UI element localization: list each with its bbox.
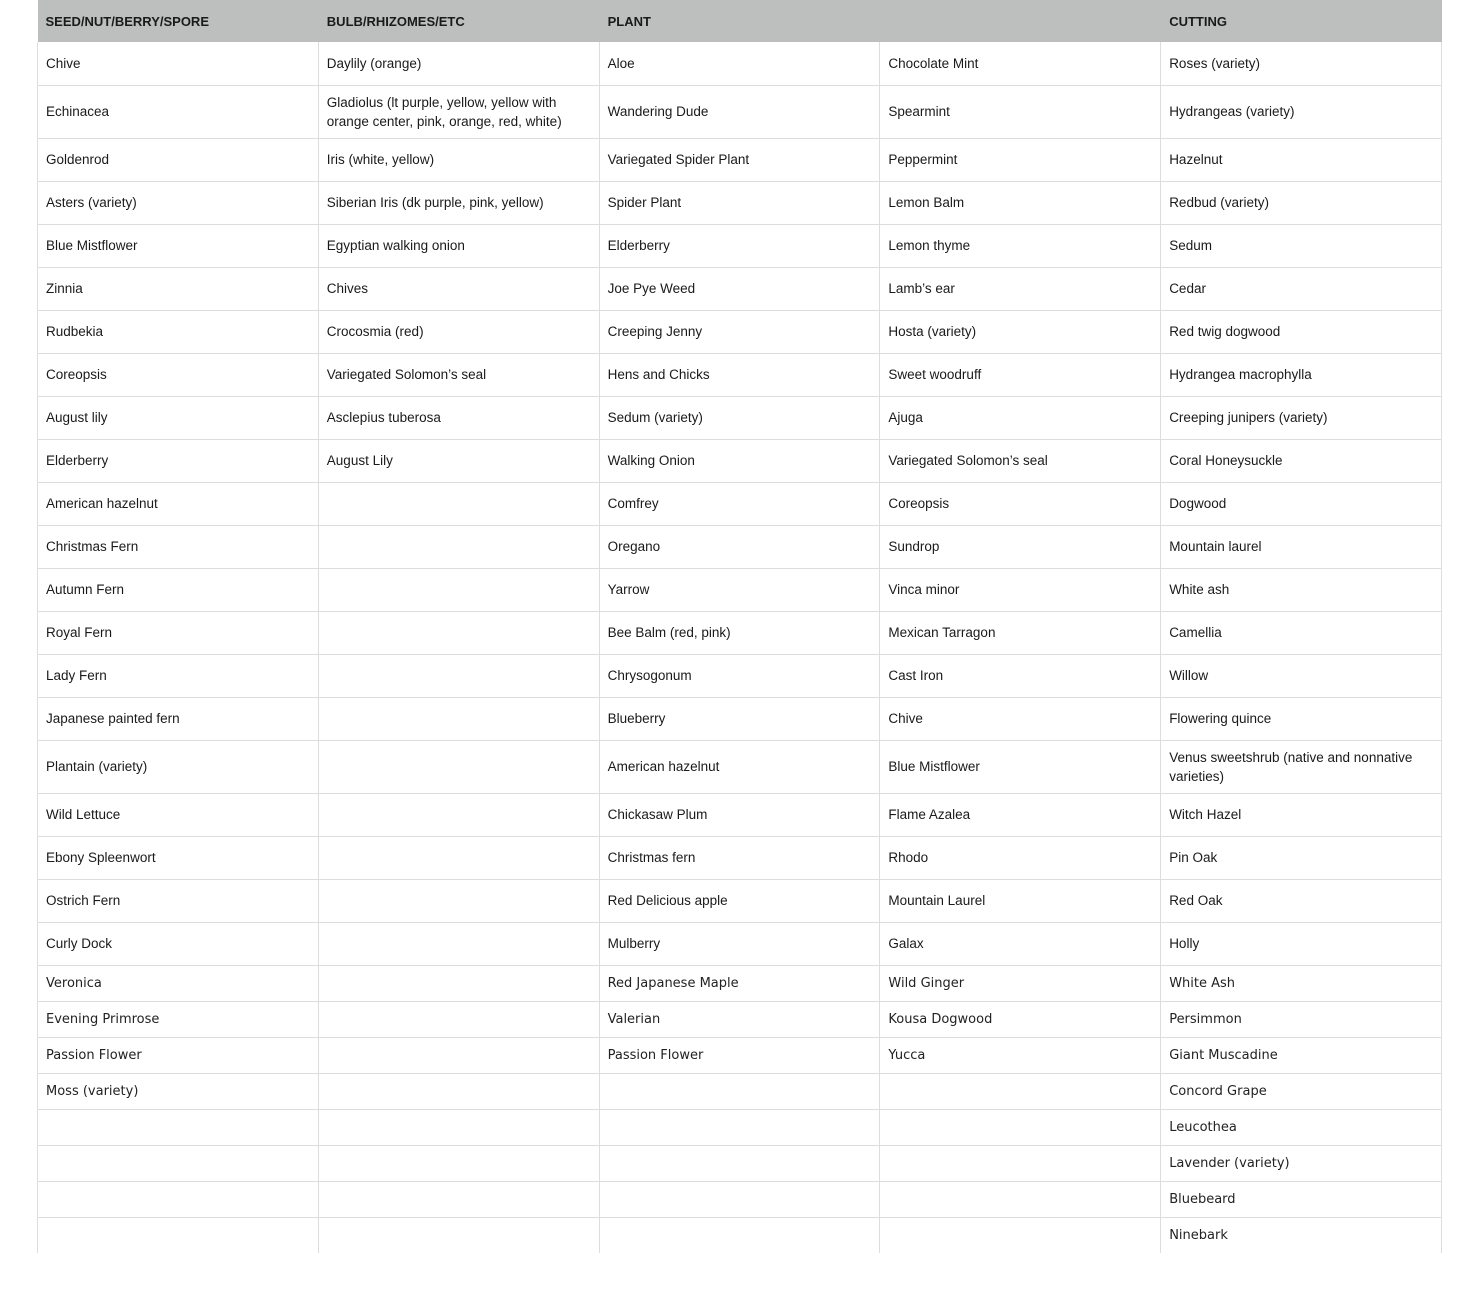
cell-cutting: Bluebeard [1161,1181,1442,1217]
header-bulb: BULB/RHIZOMES/ETC [318,0,599,42]
cell-plant: Mulberry [599,922,880,965]
cell-plant [599,1217,880,1253]
cell-bulb [318,879,599,922]
cell-bulb [318,740,599,793]
cell-plant-continued: Ajuga [880,396,1161,439]
cell-bulb: August Lily [318,439,599,482]
cell-bulb: Gladiolus (lt purple, yellow, yellow with orange center, pink, orange, red, white) [318,85,599,138]
header-plant: PLANT [599,0,880,42]
cell-plant: Creeping Jenny [599,310,880,353]
cell-plant [599,1073,880,1109]
cell-plant-continued: Yucca [880,1037,1161,1073]
table-row [38,611,1442,654]
cell-seed: Rudbekia [38,310,319,353]
cell-plant-continued: Mountain Laurel [880,879,1161,922]
cell-plant: Chrysogonum [599,654,880,697]
cell-plant: Spider Plant [599,181,880,224]
cell-bulb [318,1109,599,1145]
table-row [38,224,1442,267]
table-row [38,310,1442,353]
cell-seed: Lady Fern [38,654,319,697]
cell-bulb: Iris (white, yellow) [318,138,599,181]
cell-plant: Red Japanese Maple [599,965,880,1001]
table-row [38,482,1442,525]
cell-bulb [318,1181,599,1217]
cell-bulb [318,654,599,697]
table-row [38,138,1442,181]
cell-plant-continued: Kousa Dogwood [880,1001,1161,1037]
cell-seed [38,1145,319,1181]
cell-seed: Wild Lettuce [38,793,319,836]
table-row [38,353,1442,396]
cell-plant-continued: Spearmint [880,85,1161,138]
cell-bulb: Variegated Solomon’s seal [318,353,599,396]
cell-plant-continued: Hosta (variety) [880,310,1161,353]
cell-plant-continued: Coreopsis [880,482,1161,525]
table-row [38,922,1442,965]
cell-cutting: Roses (variety) [1161,42,1442,85]
cell-bulb [318,1001,599,1037]
cell-cutting: Pin Oak [1161,836,1442,879]
cell-cutting: White Ash [1161,965,1442,1001]
cell-plant: Oregano [599,525,880,568]
table-row [38,439,1442,482]
cell-plant-continued: Lamb’s ear [880,267,1161,310]
table-row [38,85,1442,138]
cell-plant-continued [880,1145,1161,1181]
cell-seed: Ebony Spleenwort [38,836,319,879]
cell-seed: Royal Fern [38,611,319,654]
table-row [38,793,1442,836]
cell-bulb [318,922,599,965]
table-row [38,1001,1442,1037]
cell-plant: Elderberry [599,224,880,267]
cell-seed: Blue Mistflower [38,224,319,267]
cell-cutting: Hydrangeas (variety) [1161,85,1442,138]
table-row [38,740,1442,793]
cell-plant-continued: Sundrop [880,525,1161,568]
cell-cutting: Witch Hazel [1161,793,1442,836]
cell-cutting: Venus sweetshrub (native and nonnative varieties) [1161,740,1442,793]
cell-plant: Christmas fern [599,836,880,879]
cell-plant: Joe Pye Weed [599,267,880,310]
cell-seed: Chive [38,42,319,85]
cell-plant-continued: Blue Mistflower [880,740,1161,793]
cell-plant: Sedum (variety) [599,396,880,439]
cell-plant-continued: Lemon Balm [880,181,1161,224]
table-row [38,1037,1442,1073]
cell-cutting: Ninebark [1161,1217,1442,1253]
cell-bulb: Daylily (orange) [318,42,599,85]
table-row [38,1073,1442,1109]
cell-cutting: Red Oak [1161,879,1442,922]
cell-plant: Hens and Chicks [599,353,880,396]
cell-seed: Elderberry [38,439,319,482]
cell-plant: Wandering Dude [599,85,880,138]
header-row [38,0,1442,42]
cell-plant: Comfrey [599,482,880,525]
table-row [38,654,1442,697]
cell-seed [38,1181,319,1217]
cell-plant: Walking Onion [599,439,880,482]
cell-seed: Autumn Fern [38,568,319,611]
table-row [38,1145,1442,1181]
cell-plant-continued: Galax [880,922,1161,965]
cell-bulb [318,1037,599,1073]
plant-propagation-table [37,0,1442,1253]
cell-cutting: Cedar [1161,267,1442,310]
cell-cutting: Willow [1161,654,1442,697]
cell-cutting: White ash [1161,568,1442,611]
header-plant-continued [880,0,1161,42]
cell-plant-continued: Lemon thyme [880,224,1161,267]
cell-plant-continued: Wild Ginger [880,965,1161,1001]
cell-bulb: Egyptian walking onion [318,224,599,267]
cell-seed: Echinacea [38,85,319,138]
cell-cutting: Lavender (variety) [1161,1145,1442,1181]
cell-cutting: Hazelnut [1161,138,1442,181]
cell-cutting: Leucothea [1161,1109,1442,1145]
table-row [38,697,1442,740]
cell-plant-continued: Sweet woodruff [880,353,1161,396]
cell-seed: August lily [38,396,319,439]
cell-bulb [318,793,599,836]
cell-plant-continued [880,1217,1161,1253]
cell-plant: Passion Flower [599,1037,880,1073]
table-row [38,965,1442,1001]
cell-bulb [318,611,599,654]
table-row [38,568,1442,611]
cell-plant: Aloe [599,42,880,85]
cell-bulb [318,1145,599,1181]
cell-plant [599,1181,880,1217]
header-cutting: CUTTING [1161,0,1442,42]
cell-seed: Passion Flower [38,1037,319,1073]
cell-plant: American hazelnut [599,740,880,793]
cell-plant-continued: Rhodo [880,836,1161,879]
cell-plant-continued [880,1181,1161,1217]
cell-bulb [318,568,599,611]
cell-plant [599,1145,880,1181]
cell-bulb [318,525,599,568]
cell-plant-continued [880,1073,1161,1109]
cell-seed: Curly Dock [38,922,319,965]
cell-bulb [318,697,599,740]
cell-plant-continued: Peppermint [880,138,1161,181]
cell-plant: Chickasaw Plum [599,793,880,836]
cell-seed [38,1109,319,1145]
cell-bulb [318,1217,599,1253]
cell-plant-continued: Vinca minor [880,568,1161,611]
cell-plant: Yarrow [599,568,880,611]
cell-seed: American hazelnut [38,482,319,525]
cell-seed: Moss (variety) [38,1073,319,1109]
cell-cutting: Hydrangea macrophylla [1161,353,1442,396]
cell-bulb: Siberian Iris (dk purple, pink, yellow) [318,181,599,224]
cell-plant: Valerian [599,1001,880,1037]
header-seed: SEED/NUT/BERRY/SPORE [38,0,319,42]
cell-seed: Plantain (variety) [38,740,319,793]
cell-cutting: Redbud (variety) [1161,181,1442,224]
cell-seed: Veronica [38,965,319,1001]
cell-seed: Ostrich Fern [38,879,319,922]
cell-bulb [318,482,599,525]
cell-bulb [318,1073,599,1109]
cell-plant-continued: Chocolate Mint [880,42,1161,85]
cell-cutting: Concord Grape [1161,1073,1442,1109]
cell-seed: Goldenrod [38,138,319,181]
cell-cutting: Flowering quince [1161,697,1442,740]
cell-plant: Bee Balm (red, pink) [599,611,880,654]
cell-plant-continued: Chive [880,697,1161,740]
cell-seed [38,1217,319,1253]
cell-plant-continued: Mexican Tarragon [880,611,1161,654]
cell-cutting: Camellia [1161,611,1442,654]
cell-plant: Red Delicious apple [599,879,880,922]
table-row [38,181,1442,224]
cell-cutting: Holly [1161,922,1442,965]
cell-plant-continued: Variegated Solomon’s seal [880,439,1161,482]
cell-bulb: Chives [318,267,599,310]
table-row [38,1217,1442,1253]
table-row [38,836,1442,879]
table-row [38,525,1442,568]
cell-cutting: Red twig dogwood [1161,310,1442,353]
cell-plant-continued: Flame Azalea [880,793,1161,836]
cell-cutting: Giant Muscadine [1161,1037,1442,1073]
cell-cutting: Persimmon [1161,1001,1442,1037]
cell-seed: Evening Primrose [38,1001,319,1037]
table-row [38,396,1442,439]
table-row [38,267,1442,310]
cell-plant-continued [880,1109,1161,1145]
cell-bulb: Asclepius tuberosa [318,396,599,439]
cell-seed: Japanese painted fern [38,697,319,740]
cell-cutting: Dogwood [1161,482,1442,525]
cell-cutting: Creeping junipers (variety) [1161,396,1442,439]
cell-bulb [318,836,599,879]
cell-plant [599,1109,880,1145]
cell-seed: Christmas Fern [38,525,319,568]
cell-bulb: Crocosmia (red) [318,310,599,353]
cell-cutting: Coral Honeysuckle [1161,439,1442,482]
cell-cutting: Mountain laurel [1161,525,1442,568]
cell-seed: Coreopsis [38,353,319,396]
cell-cutting: Sedum [1161,224,1442,267]
table-row [38,1181,1442,1217]
cell-plant: Variegated Spider Plant [599,138,880,181]
cell-plant: Blueberry [599,697,880,740]
cell-bulb [318,965,599,1001]
cell-plant-continued: Cast Iron [880,654,1161,697]
table-row [38,879,1442,922]
cell-seed: Zinnia [38,267,319,310]
table-row [38,42,1442,85]
table-row [38,1109,1442,1145]
cell-seed: Asters (variety) [38,181,319,224]
